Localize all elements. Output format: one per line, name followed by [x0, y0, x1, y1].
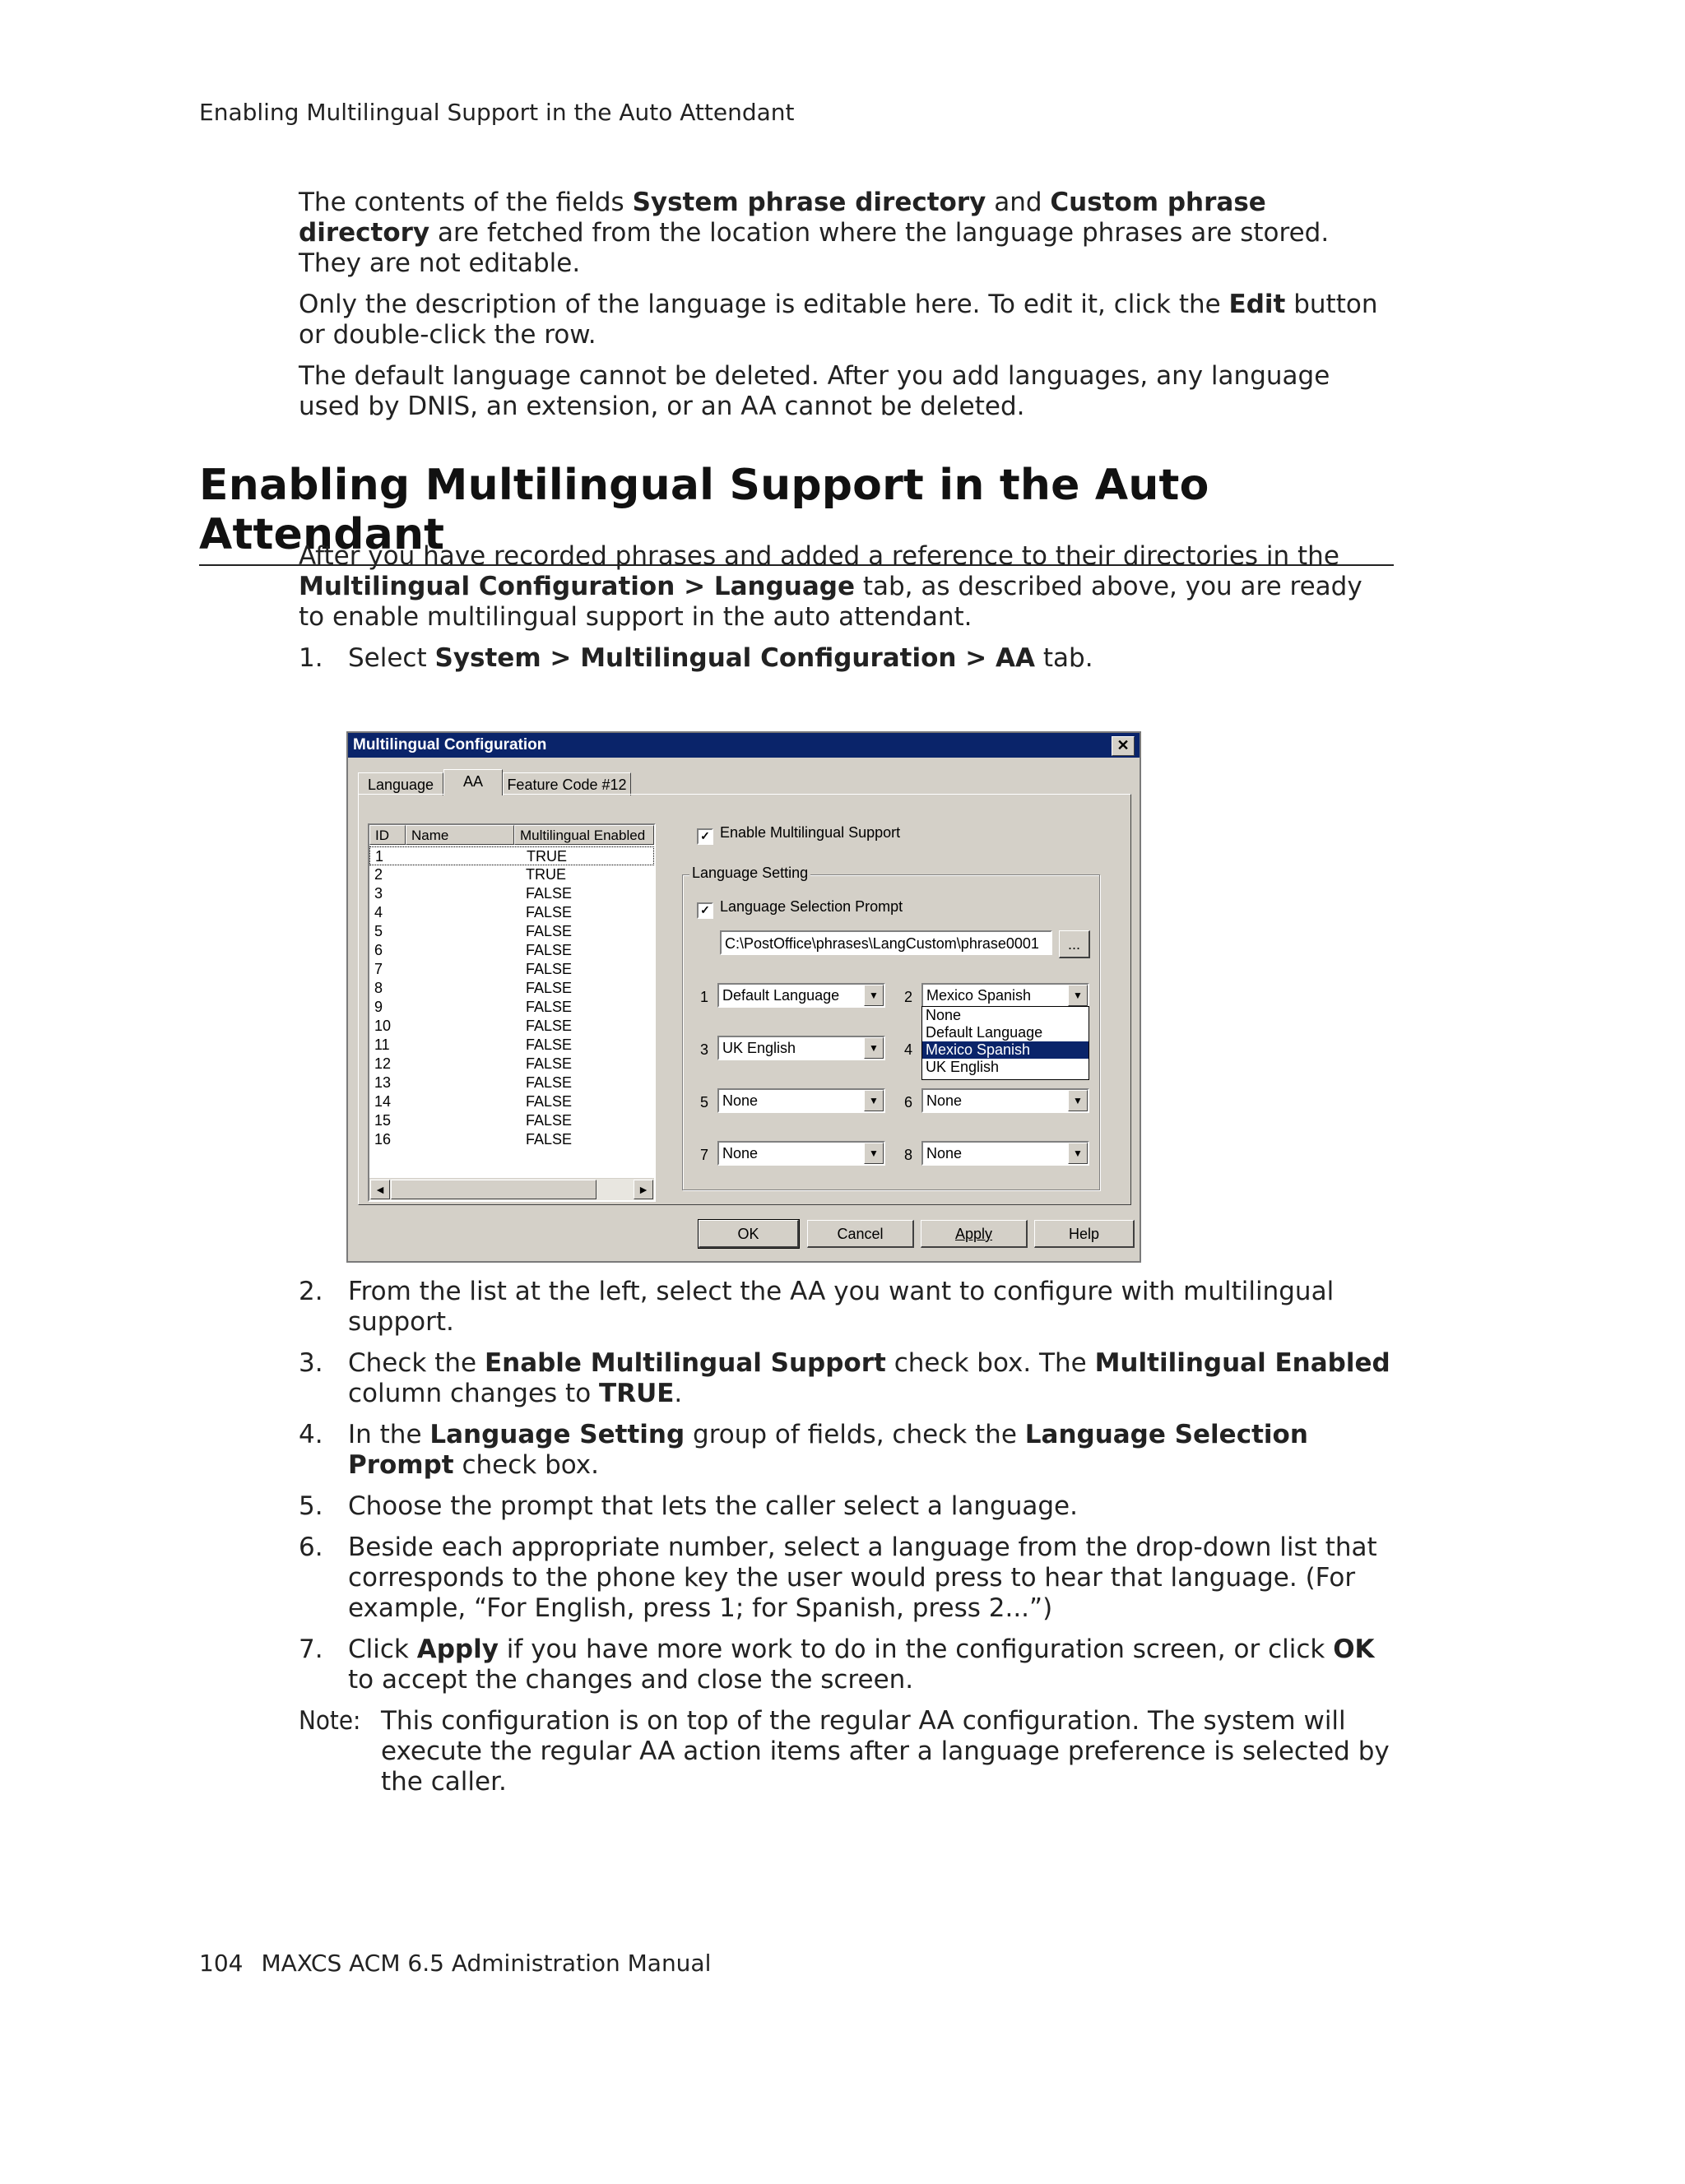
chevron-down-icon[interactable]: ▼: [864, 1143, 884, 1164]
aa-list[interactable]: [368, 823, 656, 1202]
note-text: This configuration is on top of the regular AA configuration. The system will execute the regular AA action items after a language preference is selected by the caller.: [381, 1706, 1390, 1797]
intro-text: [299, 188, 1393, 433]
manual-title: MAXCS ACM 6.5 Administration Manual: [261, 1950, 712, 1977]
step-4: 4. In the Language Setting group of fields, check the Language Selection Prompt check box.: [299, 1420, 1308, 1480]
table-row[interactable]: 15 FALSE: [374, 1112, 573, 1129]
help-button[interactable]: Help: [1034, 1220, 1135, 1248]
combo-number-6: 6: [904, 1094, 913, 1111]
table-row[interactable]: 8 FALSE: [374, 980, 573, 996]
note-label: Note:: [299, 1706, 361, 1736]
column-multilingual-enabled[interactable]: Multilingual Enabled: [514, 825, 654, 845]
language-setting-label: Language Setting: [689, 865, 810, 882]
ok-button[interactable]: OK: [699, 1220, 799, 1248]
multilingual-configuration-dialog: [346, 731, 1141, 1263]
language-combo-7[interactable]: None ▼: [717, 1141, 885, 1166]
browse-button[interactable]: ...: [1059, 930, 1090, 958]
chevron-down-icon[interactable]: ▼: [864, 1037, 884, 1059]
intro-paragraph-3: The default language cannot be deleted. After you add languages, any language used by DNIS, an extension, or an AA cannot be deleted.: [299, 361, 1330, 421]
prompt-path-field[interactable]: C:\PostOffice\phrases\LangCustom\phrase0001: [720, 930, 1052, 955]
dropdown-option-selected[interactable]: Mexico Spanish: [922, 1041, 1089, 1059]
page-footer: [199, 1950, 711, 1977]
horizontal-scrollbar[interactable]: [369, 1178, 654, 1200]
table-row[interactable]: 3 FALSE: [374, 885, 573, 902]
tab-language[interactable]: Language: [358, 772, 443, 795]
section-lead: [299, 541, 1393, 684]
scroll-left-icon[interactable]: ◄: [370, 1180, 390, 1199]
chevron-down-icon[interactable]: ▼: [1068, 985, 1088, 1006]
apply-button[interactable]: Apply: [921, 1220, 1028, 1248]
scroll-right-icon[interactable]: ►: [634, 1180, 653, 1199]
table-row[interactable]: 7 FALSE: [374, 961, 573, 977]
table-row[interactable]: 10 FALSE: [374, 1018, 573, 1034]
table-row[interactable]: 2 TRUE: [374, 866, 566, 883]
table-row[interactable]: 4 FALSE: [374, 904, 573, 920]
combo-number-4: 4: [904, 1041, 913, 1058]
step-5: 5. Choose the prompt that lets the caller select a language.: [299, 1491, 1078, 1521]
enable-multilingual-checkbox[interactable]: ✓ Enable Multilingual Support: [697, 823, 900, 842]
table-row[interactable]: 5 FALSE: [374, 923, 573, 939]
table-row[interactable]: 6 FALSE: [374, 942, 573, 958]
table-row[interactable]: 14 FALSE: [374, 1093, 573, 1110]
language-combo-2[interactable]: Mexico Spanish ▼: [921, 983, 1089, 1008]
checkbox-checked-icon[interactable]: ✓: [697, 828, 713, 845]
combo-number-2: 2: [904, 989, 913, 1005]
step-7: 7. Click Apply if you have more work to do in the configuration screen, or click OK to accept the changes and close the screen.: [299, 1635, 1375, 1695]
table-row[interactable]: 1 TRUE: [369, 846, 654, 865]
intro-paragraph-1: The contents of the fields System phrase directory and Custom phrase directory are fetched from the location where the language phrases are stored. They are not editable.: [299, 188, 1330, 278]
language-combo-1[interactable]: Default Language ▼: [717, 983, 885, 1008]
dialog-title: Multilingual Configuration: [353, 736, 547, 754]
step-1: 1. Select System > Multilingual Configuration > AA tab.: [299, 643, 1093, 673]
table-row[interactable]: 16 FALSE: [374, 1131, 573, 1148]
chevron-down-icon[interactable]: ▼: [1068, 1090, 1088, 1111]
language-dropdown-list: [921, 1006, 1089, 1080]
scroll-thumb[interactable]: [391, 1180, 596, 1199]
table-row[interactable]: 13 FALSE: [374, 1074, 573, 1091]
step-2: 2. From the list at the left, select the AA you want to configure with multilingual support.: [299, 1277, 1335, 1337]
combo-number-3: 3: [700, 1041, 709, 1058]
language-combo-3[interactable]: UK English ▼: [717, 1036, 885, 1060]
table-row[interactable]: 11 FALSE: [374, 1036, 573, 1053]
column-id[interactable]: ID: [369, 825, 406, 845]
column-name[interactable]: Name: [406, 825, 514, 845]
language-selection-prompt-checkbox[interactable]: ✓ Language Selection Prompt: [697, 897, 903, 916]
chevron-down-icon[interactable]: ▼: [864, 985, 884, 1006]
tab-aa[interactable]: AA: [443, 769, 503, 795]
lead-paragraph: After you have recorded phrases and added a reference to their directories in the Multilingual Configuration > Language tab, as described above, you are ready to enable multilingual support in the auto attendant.: [299, 541, 1362, 632]
language-combo-6[interactable]: None ▼: [921, 1088, 1089, 1113]
steps-list-top: [299, 643, 1393, 674]
dropdown-option[interactable]: Default Language: [926, 1024, 1043, 1041]
table-row[interactable]: 12 FALSE: [374, 1055, 573, 1072]
step-6: 6. Beside each appropriate number, select a language from the drop-down list that corresponds to the phone key the user would press to hear that language. (For example, “For English, press 1; for Spanish, press 2...”): [299, 1533, 1377, 1623]
checkbox-checked-icon[interactable]: ✓: [697, 902, 713, 919]
combo-number-1: 1: [700, 989, 709, 1005]
note: [299, 1706, 1393, 1797]
dropdown-option[interactable]: None: [926, 1007, 962, 1023]
table-row[interactable]: 9 FALSE: [374, 999, 573, 1015]
dialog-titlebar: [348, 733, 1140, 758]
dropdown-option[interactable]: UK English: [926, 1059, 1000, 1075]
step-3: 3. Check the Enable Multilingual Support check box. The Multilingual Enabled column changes to TRUE.: [299, 1348, 1390, 1408]
language-combo-5[interactable]: None ▼: [717, 1088, 885, 1113]
combo-number-8: 8: [904, 1147, 913, 1163]
running-header: Enabling Multilingual Support in the Auto Attendant: [199, 99, 795, 126]
steps-continued: [299, 1277, 1393, 1797]
tab-feature-code[interactable]: Feature Code #12: [503, 772, 631, 795]
chevron-down-icon[interactable]: ▼: [1068, 1143, 1088, 1164]
combo-number-5: 5: [700, 1094, 709, 1111]
combo-number-7: 7: [700, 1147, 709, 1163]
section-title: Enabling Multilingual Support in the Auto Attendant: [199, 461, 1394, 566]
steps-list-bottom: [299, 1277, 1393, 1695]
page-number: 104: [199, 1950, 244, 1977]
aa-list-header: [369, 825, 654, 845]
cancel-button[interactable]: Cancel: [807, 1220, 914, 1248]
language-combo-8[interactable]: None ▼: [921, 1141, 1089, 1166]
chevron-down-icon[interactable]: ▼: [864, 1090, 884, 1111]
intro-paragraph-2: Only the description of the language is editable here. To edit it, click the Edit button or double-click the row.: [299, 290, 1378, 350]
close-icon[interactable]: ✕: [1112, 736, 1135, 756]
